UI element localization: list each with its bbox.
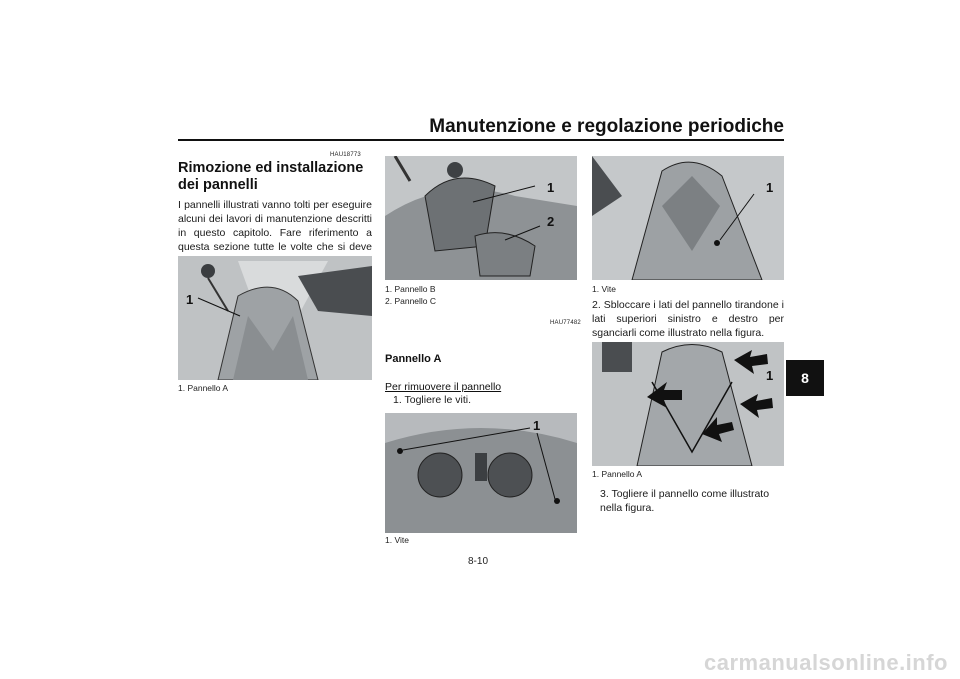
photo-panel-a bbox=[178, 256, 372, 380]
header-rule bbox=[178, 139, 784, 141]
photo-screw bbox=[592, 156, 784, 280]
photo-unlock-panel bbox=[592, 342, 784, 466]
figure-caption: 1. Vite bbox=[592, 284, 616, 294]
callout-1: 1 bbox=[766, 368, 774, 383]
doc-code: HAU18773 bbox=[330, 152, 361, 158]
step-2: 2. Sbloccare i lati del pannello tirandone i lati superiori sinistro e destro per sganciarli come illustrato nella figura. bbox=[592, 299, 784, 339]
callout-1: 1 bbox=[547, 180, 555, 195]
page-header-title: Manutenzione e regolazione periodiche bbox=[429, 116, 784, 137]
figure-caption: 1. Vite bbox=[385, 535, 409, 545]
callout-1: 1 bbox=[186, 292, 194, 307]
figure-caption-2: 2. Pannello C bbox=[385, 296, 437, 306]
chapter-tab: 8 bbox=[786, 360, 824, 396]
callout-1: 1 bbox=[766, 180, 774, 195]
doc-code: HAU77482 bbox=[550, 320, 581, 326]
procedure-heading: Per rimuovere il pannello bbox=[385, 381, 502, 393]
step-1: 1. Togliere le viti. bbox=[393, 394, 472, 406]
subsection-heading: Pannello A bbox=[385, 353, 442, 365]
figure-caption: 1. Pannello A bbox=[178, 383, 229, 393]
intro-paragraph: I pannelli illustrati vanno tolti per eseguire alcuni dei lavori di manutenzione descritti in questo capitolo. Fare riferimento a questa sezione tutte le volte che si deve bbox=[178, 199, 372, 253]
figure-caption-1: 1. Pannello B bbox=[385, 284, 436, 294]
callout-1: 1 bbox=[533, 418, 541, 433]
page-number: 8-10 bbox=[468, 556, 489, 567]
figure-caption: 1. Pannello A bbox=[592, 469, 643, 479]
watermark: carmanualsonline.info bbox=[704, 650, 948, 675]
section-title: Rimozione ed installazione dei pannelli bbox=[178, 160, 364, 193]
photo-screws bbox=[385, 413, 577, 533]
callout-2: 2 bbox=[547, 214, 555, 229]
step-3: 3. Togliere il pannello come illustrato nella figura. bbox=[600, 488, 770, 514]
